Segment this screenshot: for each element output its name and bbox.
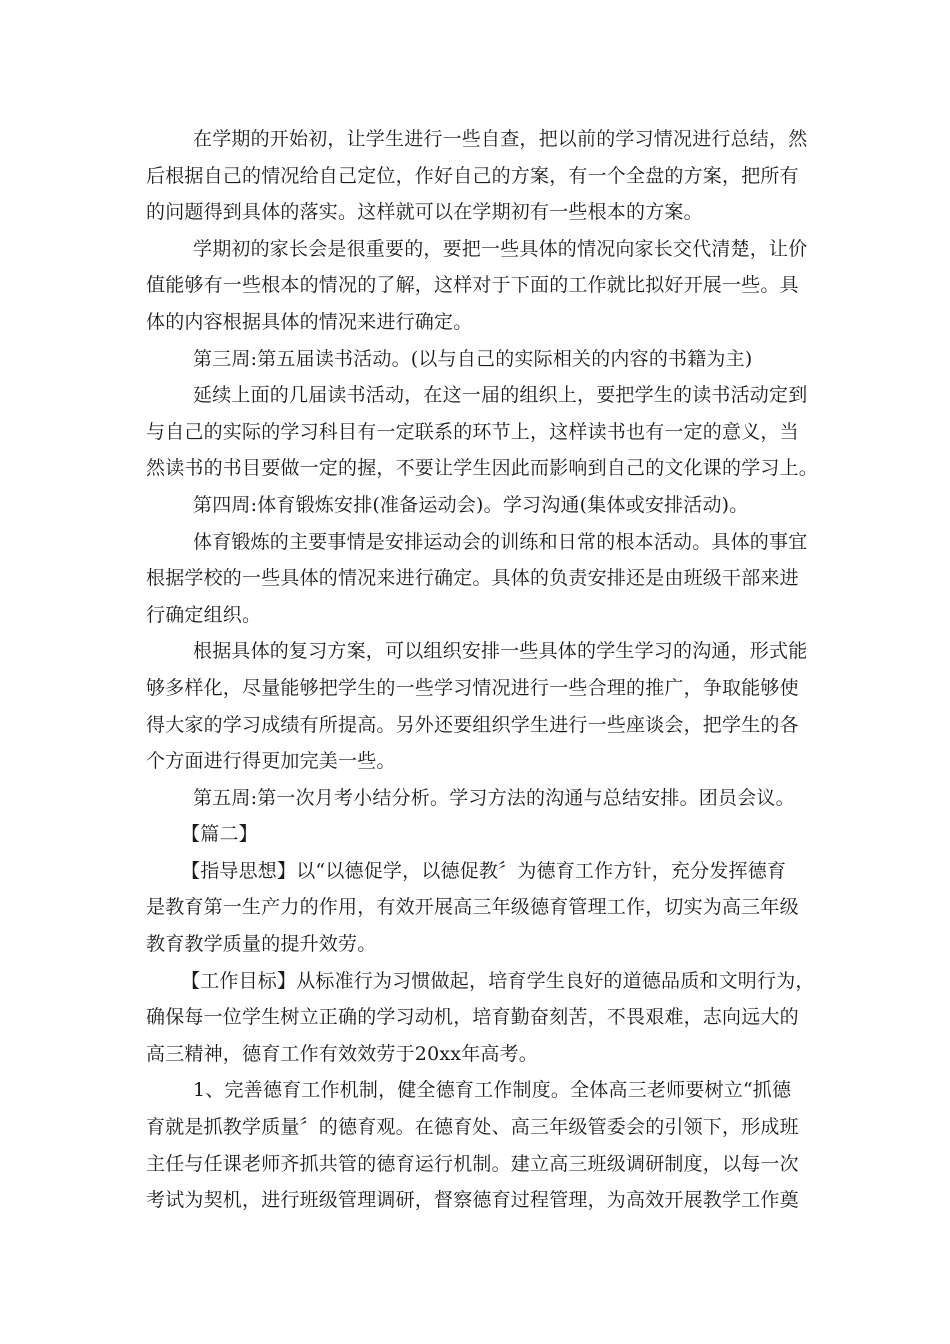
text-line: 延续上面的几届读书活动，在这一届的组织上，要把学生的读书活动定到 [193, 384, 808, 407]
text-line: 主任与任课老师齐抓共管的德育运行机制。建立高三班级调研制度，以每一次 [146, 1152, 799, 1175]
text-line: 在学期的开始初，让学生进行一些自查，把以前的学习情况进行总结，然 [193, 128, 808, 150]
text-line: 值能够有一些根本的情况的了解，这样对于下面的工作就比拟好开展一些。具 [146, 274, 799, 297]
text-line: 【篇二】 [181, 823, 258, 846]
text-line: 体育锻炼的主要事情是安排运动会的训练和日常的根本活动。具体的事宜 [193, 530, 808, 553]
text-line: 是教育第一生产力的作用，有效开展高三年级德育管理工作，切实为高三年级 [146, 896, 799, 919]
text-line: 高三精神，德育工作有效效劳于20xx年高考。 [146, 1042, 539, 1065]
document-body [146, 121, 818, 1219]
text-line: 【工作目标】从标准行为习惯做起，培育学生良好的道德品质和文明行为， [181, 969, 815, 992]
text-line: 育就是抓教学质量〞的德育观。在德育处、高三年级管委会的引领下，形成班 [146, 1116, 799, 1139]
text-line: 学期初的家长会是很重要的，要把一些具体的情况向家长交代清楚，让价 [193, 237, 808, 260]
text-line: 【指导思想】以“以德促学，以德促教〞为德育工作方针，充分发挥德育 [181, 859, 787, 882]
text-line: 体的内容根据具体的情况来进行确定。 [146, 310, 473, 333]
text-line: 第五周:第一次月考小结分析。学习方法的沟通与总结安排。团员会议。 [193, 786, 795, 809]
text-line: 得大家的学习成绩有所提高。另外还要组织学生进行一些座谈会，把学生的各 [146, 713, 799, 736]
text-line: 确保每一位学生树立正确的学习动机，培育勤奋刻苦，不畏艰难，志向远大的 [146, 1006, 799, 1029]
text-line: 1、完善德育工作机制，健全德育工作制度。全体高三老师要树立“抓德 [193, 1079, 792, 1102]
text-line: 考试为契机，进行班级管理调研，督察德育过程管理，为高效开展教学工作奠 [146, 1189, 799, 1212]
text-line: 然读书的书目要做一定的握，不要让学生因此而影响到自己的文化课的学习上。 [146, 457, 819, 480]
text-line: 够多样化，尽量能够把学生的一些学习情况进行一些合理的推广，争取能够使 [146, 676, 799, 699]
text-line: 根据具体的复习方案，可以组织安排一些具体的学生学习的沟通，形式能 [193, 640, 808, 663]
text-line: 个方面进行得更加完美一些。 [146, 750, 396, 773]
text-line: 第三周:第五届读书活动。(以与自己的实际相关的内容的书籍为主) [193, 347, 753, 370]
text-line: 后根据自己的情况给自己定位，作好自己的方案，有一个全盘的方案，把所有 [146, 164, 799, 187]
text-line: 的问题得到具体的落实。这样就可以在学期初有一些根本的方案。 [146, 201, 703, 224]
text-line: 根据学校的一些具体的情况来进行确定。具体的负责安排还是由班级干部来进 [146, 567, 799, 590]
text-line: 行确定组织。 [146, 603, 262, 626]
text-line: 与自己的实际的学习科目有一定联系的环节上，这样读书也有一定的意义，当 [146, 420, 799, 443]
text-line: 第四周:体育锻炼安排(准备运动会)。学习沟通(集体或安排活动)。 [193, 493, 749, 516]
text-line: 教育教学质量的提升效劳。 [146, 933, 377, 956]
